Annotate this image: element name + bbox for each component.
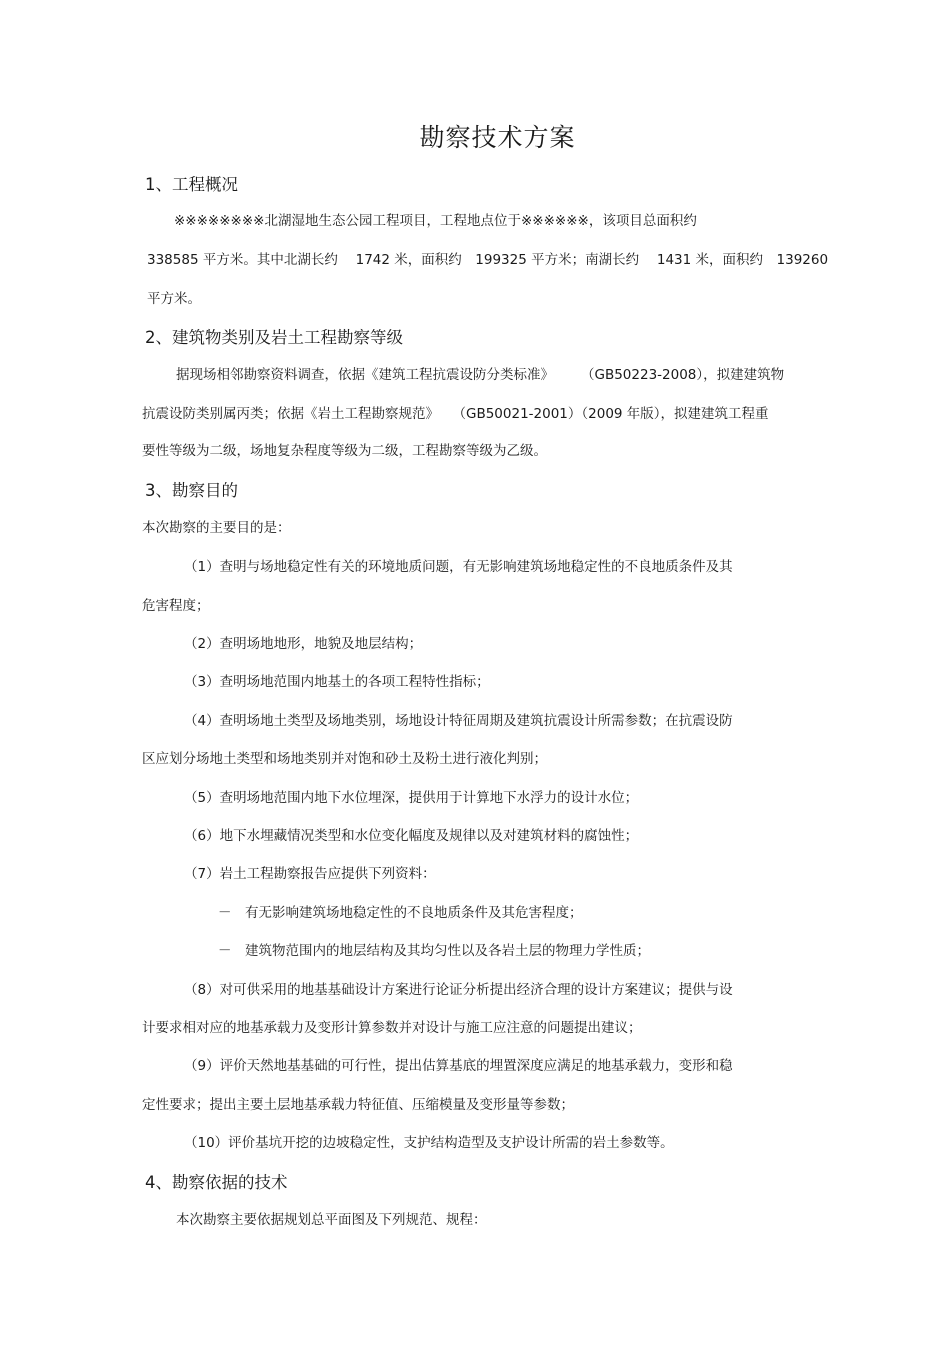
list-item: 区应划分场地土类型和场地类别并对饱和砂土及粉土进行液化判别； <box>142 751 547 767</box>
paragraph-line: 据现场相邻勘察资料调查，依据《建筑工程抗震设防分类标准》 （GB50223-2008），拟建建筑物 <box>176 367 785 383</box>
paragraph-line: 338585 平方米。其中北湖长约 1742 米，面积约 199325 平方米；南湖长约 1431 米，面积约 139260 <box>147 252 829 268</box>
list-item: （6）地下水埋藏情况类型和水位变化幅度及规律以及对建筑材料的腐蚀性； <box>184 828 639 844</box>
list-item: 计要求相对应的地基承载力及变形计算参数并对设计与施工应注意的问题提出建议； <box>142 1020 642 1036</box>
list-item: 定性要求；提出主要土层地基承载力特征值、压缩模量及变形量等参数； <box>142 1097 574 1113</box>
section-heading-4: 4、勘察依据的技术 <box>145 1173 288 1192</box>
list-item: （8）对可供采用的地基基础设计方案进行论证分析提出经济合理的设计方案建议；提供与设 <box>184 982 733 998</box>
list-item: － 有无影响建筑场地稳定性的不良地质条件及其危害程度； <box>218 905 583 921</box>
list-item: － 建筑物范围内的地层结构及其均匀性以及各岩土层的物理力学性质； <box>218 943 650 959</box>
list-item: 危害程度； <box>142 598 210 614</box>
paragraph-line: 要性等级为二级，场地复杂程度等级为二级，工程勘察等级为乙级。 <box>142 443 547 459</box>
section-heading-1: 1、工程概况 <box>145 175 238 194</box>
list-item: （9）评价天然地基基础的可行性，提出估算基底的埋置深度应满足的地基承载力，变形和稳 <box>184 1058 733 1074</box>
page-title: 勘察技术方案 <box>419 123 576 152</box>
paragraph-line: 本次勘察主要依据规划总平面图及下列规范、规程： <box>176 1212 487 1228</box>
paragraph-line: 平方米。 <box>147 291 201 307</box>
list-item: （4）查明场地土类型及场地类别，场地设计特征周期及建筑抗震设计所需参数；在抗震设防 <box>184 713 733 729</box>
list-item: （2）查明场地地形，地貌及地层结构； <box>184 636 423 652</box>
list-item: （7）岩土工程勘察报告应提供下列资料： <box>184 866 436 882</box>
list-item: （3）查明场地范围内地基土的各项工程特性指标； <box>184 674 490 690</box>
paragraph-line: ※※※※※※※※北湖湿地生态公园工程项目，工程地点位于※※※※※※，该项目总面积约 <box>174 213 697 229</box>
paragraph-line: 抗震设防类别属丙类；依据《岩土工程勘察规范》 （GB50021-2001）（2009 年版），拟建建筑工程重 <box>142 406 769 422</box>
list-item: （5）查明场地范围内地下水位埋深，提供用于计算地下水浮力的设计水位； <box>184 790 639 806</box>
section-heading-3: 3、勘察目的 <box>145 481 238 500</box>
list-item: （10）评价基坑开挖的边坡稳定性，支护结构造型及支护设计所需的岩土参数等。 <box>184 1135 674 1151</box>
list-item: （1）查明与场地稳定性有关的环境地质问题，有无影响建筑场地稳定性的不良地质条件及其 <box>184 559 733 575</box>
paragraph-line: 本次勘察的主要目的是： <box>142 520 291 536</box>
section-heading-2: 2、建筑物类别及岩土工程勘察等级 <box>145 328 403 347</box>
